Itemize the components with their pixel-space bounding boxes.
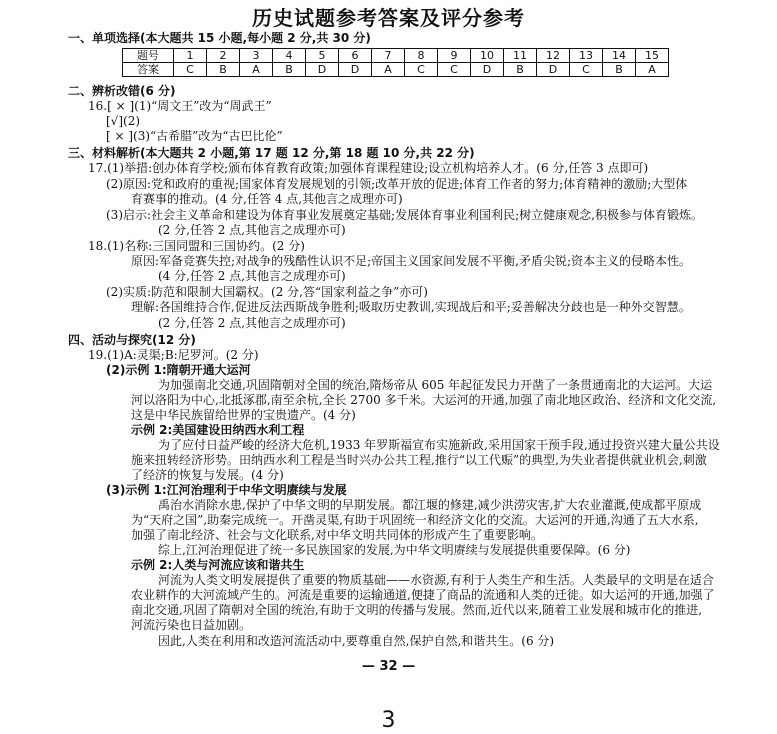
- answer-cell: D: [306, 63, 339, 77]
- answer-line: (2)实质:防范和限制大国霸权。(2 分,答“国家利益之争”亦可): [106, 285, 428, 299]
- answer-line: 河流为人类文明发展提供了重要的物质基础——水资源,有利于人类生产和生活。人类最早的文明是在适合: [158, 573, 714, 587]
- answer-line: (2 分,任答 2 点,其他言之成理亦可): [158, 316, 346, 330]
- answer-cell: C: [570, 63, 603, 77]
- answer-cell: B: [603, 63, 636, 77]
- section4-heading: 四、活动与探究(12 分): [68, 333, 196, 347]
- answer-line: 17.(1)举措:创办体育学校;颁布体育教育政策;加强体育课程建设;设立机构培养人才。(6 分,任答 3 点即可): [88, 161, 649, 175]
- sheet-number: 3: [381, 708, 396, 733]
- answer-line: [√](2): [106, 114, 141, 128]
- answer-cell: A: [372, 63, 405, 77]
- answer-cell: C: [405, 63, 438, 77]
- answer-line: [ × ](3)“古希腊”改为“古巴比伦”: [106, 129, 283, 143]
- question-number: 5: [306, 49, 339, 63]
- question-number: 1: [174, 49, 207, 63]
- question-number: 14: [603, 49, 636, 63]
- answer-cell: B: [273, 63, 306, 77]
- answer-line: 16.[ × ](1)“周文王”改为“周武王”: [88, 99, 272, 113]
- answer-line: 为了应付日益严峻的经济大危机,1933 年罗斯福宣布实施新政,采用国家干预手段,通过投资兴建大量公共设: [158, 438, 720, 452]
- answer-cell: A: [240, 63, 273, 77]
- answer-table-answer-row: [123, 63, 669, 77]
- answer-cell: D: [537, 63, 570, 77]
- answer-line: 了经济的恢复与发展。(4 分): [131, 468, 284, 482]
- example-heading: (3)示例 1:江河治理利于中华文明赓续与发展: [106, 483, 347, 497]
- answer-line: (2 分,任答 2 点,其他言之成理亦可): [158, 223, 346, 237]
- answer-line: 农业耕作的大河流域产生的。河流是重要的运输通道,便捷了商品的流通和人类的迁徙。如大运河的开通,加强了: [131, 588, 715, 602]
- answer-line: 综上,江河治理促进了统一多民族国家的发展,为中华文明赓续与发展提供重要保障。(6 分): [158, 543, 631, 557]
- question-number: 13: [570, 49, 603, 63]
- question-number: 4: [273, 49, 306, 63]
- answer-cell: B: [207, 63, 240, 77]
- question-number: 11: [504, 49, 537, 63]
- answer-cell: D: [471, 63, 504, 77]
- answer-line: 原因:军备竞赛失控;对战争的残酷性认识不足;帝国主义国家间发展不平衡,矛盾尖锐;资本主义的侵略本性。: [131, 254, 691, 268]
- answer-table-number-row: [123, 49, 669, 63]
- answer-line: 因此,人类在利用和改造河流活动中,要尊重自然,保护自然,和谐共生。(6 分): [158, 634, 555, 648]
- answer-line: 为加强南北交通,巩固隋朝对全国的统治,隋炀帝从 605 年起征发民力开凿了一条贯通南北的大运河。大运: [158, 378, 713, 392]
- answer-line: 这是中华民族留给世界的宝贵遗产。(4 分): [131, 408, 356, 422]
- row-label-number: 题号: [123, 49, 174, 63]
- question-number: 8: [405, 49, 438, 63]
- question-number: 9: [438, 49, 471, 63]
- answer-line: (3)启示:社会主义革命和建设为体育事业发展奠定基础;发展体育事业利国利民;树立健康观念,积极参与体育锻炼。: [106, 208, 703, 222]
- answer-line: 河以洛阳为中心,北抵涿郡,南至余杭,全长 2700 多千米。大运河的开通,加强了南北地区政治、经济和文化交流,: [131, 393, 717, 407]
- answer-line: 河流污染也日益加剧。: [131, 618, 252, 632]
- row-label-answer: 答案: [123, 63, 174, 77]
- section3-heading: 三、材料解析(本大题共 2 小题,第 17 题 12 分,第 18 题 10 分,共 22 分): [68, 146, 475, 160]
- question-number: 7: [372, 49, 405, 63]
- answer-table: [122, 48, 669, 77]
- page-title: 历史试题参考答案及评分参考: [252, 6, 525, 30]
- answer-cell: D: [339, 63, 372, 77]
- section2-heading: 二、辨析改错(6 分): [68, 84, 176, 98]
- answer-cell: A: [636, 63, 669, 77]
- question-number: 12: [537, 49, 570, 63]
- example-heading: 示例 2:美国建设田纳西水利工程: [131, 423, 305, 437]
- question-number: 2: [207, 49, 240, 63]
- answer-cell: B: [504, 63, 537, 77]
- example-heading: (2)示例 1:隋朝开通大运河: [106, 363, 251, 377]
- section1-heading: 一、单项选择(本大题共 15 小题,每小题 2 分,共 30 分): [68, 31, 371, 45]
- answer-line: (4 分,任答 2 点,其他言之成理亦可): [158, 269, 346, 283]
- question-number: 3: [240, 49, 273, 63]
- answer-line: 为“天府之国”,助秦完成统一。开凿灵渠,有助于巩固统一和经济文化的交流。大运河的开通,沟通了五大水系,: [131, 513, 699, 527]
- answer-line: 禹治水消除水患,保护了中华文明的早期发展。都江堰的修建,减少洪涝灾害,扩大农业灌溉,使成都平原成: [158, 498, 702, 512]
- answer-line: 19.(1)A:灵渠;B:尼罗河。(2 分): [88, 348, 259, 362]
- answer-line: 施来扭转经济形势。田纳西水利工程是当时兴办公共工程,推行“以工代赈”的典型,为失业者提供就业机会,刺激: [131, 453, 707, 467]
- answer-line: 育赛事的推动。(4 分,任答 4 点,其他言之成理亦可): [131, 192, 403, 206]
- answer-line: 理解:各国维持合作,促进反法西斯战争胜利;吸取历史教训,实现战后和平;妥善解决分歧也是一种外交智慧。: [131, 300, 691, 314]
- answer-line: 18.(1)名称:三国同盟和三国协约。(2 分): [88, 239, 305, 253]
- answer-cell: C: [174, 63, 207, 77]
- answer-line: 加强了南北经济、社会与文化联系,对中华文明共同体的形成产生了重要影响。: [131, 528, 543, 542]
- question-number: 6: [339, 49, 372, 63]
- question-number: 10: [471, 49, 504, 63]
- answer-line: 南北交通,巩固了隋朝对全国的统治,有助于文明的传播与发展。然而,近代以来,随着工业发展和城市化的推进,: [131, 603, 703, 617]
- example-heading: 示例 2:人类与河流应该和谐共生: [131, 558, 305, 572]
- page-number: — 32 —: [361, 659, 416, 674]
- question-number: 15: [636, 49, 669, 63]
- answer-cell: C: [438, 63, 471, 77]
- answer-line: (2)原因:党和政府的重视;国家体育发展规划的引领;改革开放的促进;体育工作者的努力;体育精神的激励;大型体: [106, 177, 688, 191]
